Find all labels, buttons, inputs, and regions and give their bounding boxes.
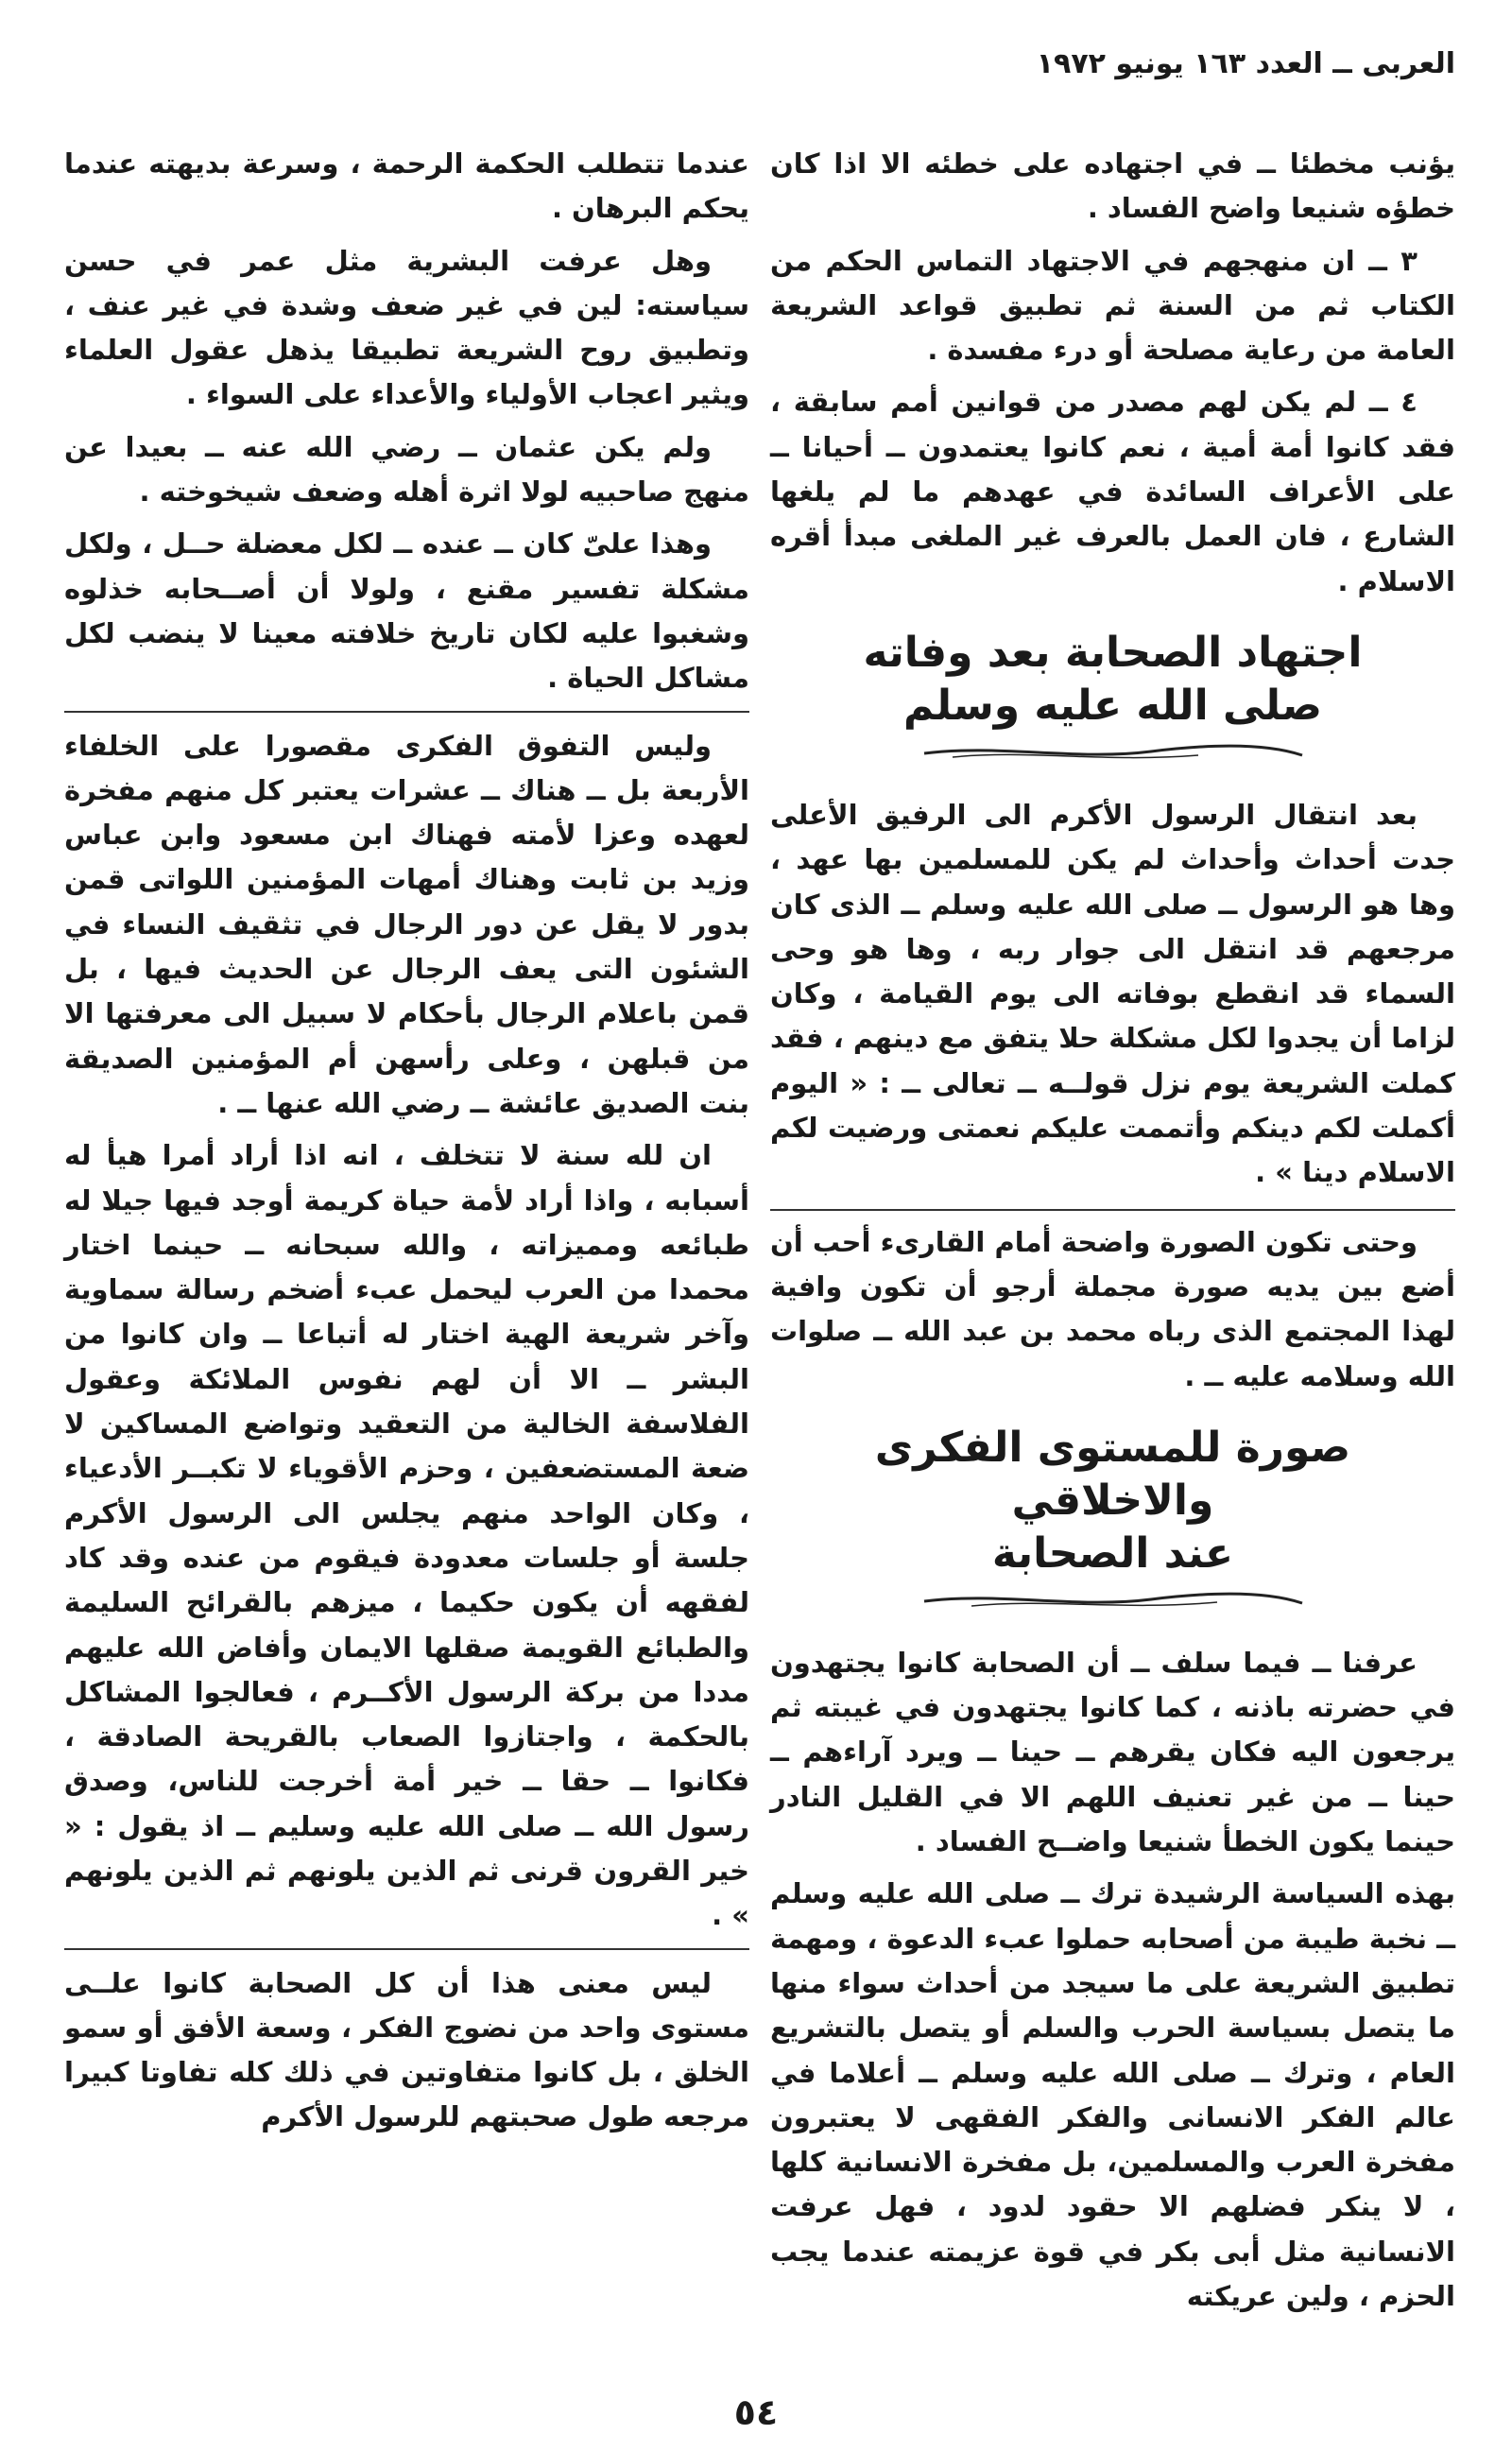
page-number: ٥٤ [733, 2392, 779, 2433]
heading-line: صورة للمستوى الفكرى والاخلاقي [874, 1423, 1351, 1525]
section-heading-intellectual-level [770, 1422, 1455, 1580]
heading-line: اجتهاد الصحابة بعد وفاته [863, 628, 1363, 677]
paragraph: بهذه السياسة الرشيدة ترك ــ صلى الله عليه وسلم ــ نخبة طيبة من أصحابه حملوا عبء الدعوة ، ومهمة تطبيق الشريعة على ما سيجد من أحداث سواء منها ما يتصل بسياسة الحرب والسلم أو يتصل بالتشريع العام ، وترك ــ صلى الله عليه وسلم ــ أعلاما في عالم الفكر الانسانى والفكر الفقهى لا يعتبرون مفخرة العرب والمسلمين، بل مفخرة الانسانية كلها ، لا ينكر فضلهم الا حقود لدود ، فهل عرفت الانسانية مثل أبى بكر في قوة عزيمته عندما يجب الحزم ، ولين عريكته [770, 1877, 1455, 2312]
paragraph: عندما تتطلب الحكمة الرحمة ، وسرعة بديهته عندما يحكم البرهان . [64, 147, 749, 225]
paragraph: ليس معنى هذا أن كل الصحابة كانوا علــى مستوى واحد من نضوج الفكر ، وسعة الأفق أو سمو الخلق ، بل كانوا متفاوتين في ذلك كله تفاوتا كبيرا مرجعه طول صحبتهم للرسول الأكرم [64, 1966, 749, 2133]
paragraph: وهل عرفت البشرية مثل عمر في حسن سياسته: لين في غير ضعف وشدة في غير عنف ، وتطبيق روح الشريعة تطبيقا يذهل عقول العلماء ويثير اعجاب الأولياء والأعداء على السواء . [64, 244, 749, 411]
right-column [770, 142, 1455, 2319]
paragraph: ٣ ــ ان منهجهم في الاجتهاد التماس الحكم من الكتاب ثم من السنة ثم تطبيق قواعد الشريعة العامة من رعاية مصلحة أو درء مفسدة . [770, 244, 1455, 367]
paragraph: يؤنب مخطئا ــ في اجتهاده على خطئه الا اذا كان خطؤه شنيعا واضح الفساد . [770, 147, 1455, 225]
paragraph: وهذا علىّ كان ــ عنده ــ لكل معضلة حــل ، ولكل مشكلة تفسير مقنع ، ولولا أن أصــحابه خذلوه وشغبوا عليه لكان تاريخ خلافته معينا لا ينضب لكل مشاكل الحياة . [64, 527, 749, 695]
heading-swash-ornament [915, 740, 1312, 765]
left-column [64, 142, 749, 2140]
paragraph: عرفنا ــ فيما سلف ــ أن الصحابة كانوا يجتهدون في حضرته باذنه ، كما كانوا يجتهدون في غيبته ثم يرجعون اليه فكان يقرهم ــ حينا ــ ويرد آراءهم ــ حينا ــ من غير تعنيف اللهم الا في القليل النادر حينما يكون الخطأ شنيعا واضــح الفساد . [770, 1646, 1455, 1858]
heading-swash-ornament [915, 1588, 1312, 1613]
heading-line: صلى الله عليه وسلم [903, 681, 1322, 730]
paragraph: وليس التفوق الفكرى مقصورا على الخلفاء الأربعة بل ــ هناك ــ عشرات يعتبر كل منهم مفخرة لعهده وعزا لأمته فهناك ابن مسعود وابن عباس وزيد بن ثابت وهناك أمهات المؤمنين اللواتى قمن بدور لا يقل عن دور الرجال في تثقيف النساء في الشئون التى يعف الرجال عن الحديث فيها ، بل قمن باعلام الرجال بأحكام لا سبيل الى معرفتها الا من قبلهن ، وعلى رأسهن أم المؤمنين الصديقة بنت الصديق عائشة ــ رضي الله عنها ــ . [64, 729, 749, 1119]
paragraph: ولم يكن عثمان ــ رضي الله عنه ــ بعيدا عن منهج صاحبيه لولا اثرة أهله وضعف شيخوخته . [64, 430, 749, 509]
paragraph-divider [64, 1948, 749, 1950]
paragraph: بعد انتقال الرسول الأكرم الى الرفيق الأعلى جدت أحداث وأحداث لم يكن للمسلمين بها عهد ، وها هو الرسول ــ صلى الله عليه وسلم ــ الذى كان مرجعهم قد انتقل الى جوار ربه ، وها هو وحى السماء قد انقطع بوفاته الى يوم القيامة ، وكان لزاما أن يجدوا لكل مشكلة حلا يتفق مع دينهم ، فقد كملت الشريعة يوم نزل قولــه ــ تعالى ــ : « اليوم أكملت لكم دينكم وأتممت عليكم نعمتى ورضيت لكم الاسلام دينا » . [770, 798, 1455, 1189]
running-head: العربى ــ العدد ١٦٣ يونيو ١٩٧٢ [1036, 47, 1455, 80]
paragraph-divider [64, 711, 749, 713]
paragraph: ٤ ــ لم يكن لهم مصدر من قوانين أمم سابقة ، فقد كانوا أمة أمية ، نعم كانوا يعتمدون ــ أحيانا ــ على الأعراف السائدة في عهدهم ما لم يلغها الشارع ، فان العمل بالعرف غير الملغى مبدأ أقره الاسلام . [770, 386, 1455, 597]
section-heading-ijtihad [770, 627, 1455, 733]
heading-line: عند الصحابة [991, 1528, 1234, 1578]
paragraph-divider [770, 1209, 1455, 1211]
paragraph: ان لله سنة لا تتخلف ، انه اذا أراد أمرا هيأ له أسبابه ، واذا أراد لأمة حياة كريمة أوجد فيها جيلا له طبائعه ومميزاته ، والله سبحانه ــ حينما اختار محمدا من العرب ليحمل عبء أضخم رسالة سماوية وآخر شريعة الهية اختار له أتباعا ــ وان كانوا من البشر ــ الا أن لهم نفوس الملائكة وعقول الفلاسفة الخالية من التعقيد وتواضع المساكين لا ضعة المستضعفين ، وحزم الأقوياء لا تكبــر الأدعياء ، وكان الواحد منهم يجلس الى الرسول الأكرم جلسة أو جلسات معدودة فيقوم من عنده وقد كاد لفقهه أن يكون حكيما ، ميزهم بالقرائح السليمة والطبائع القويمة صقلها الايمان وأفاض الله عليهم مددا من بركة الرسول الأكــرم ، فعالجوا المشاكل بالحكمة ، واجتازوا الصعاب بالقريحة الصادقة ، فكانوا ــ حقا ــ خير أمة أخرجت للناس، وصدق رسول الله ــ صلى الله عليه وسليم ــ اذ يقول : « خير القرون قرنى ثم الذين يلونهم ثم الذين يلونهم » . [64, 1139, 749, 1932]
paragraph: وحتى تكون الصورة واضحة أمام القارىء أحب أن أضع بين يديه صورة مجملة أرجو أن تكون وافية لهذا المجتمع الذى رباه محمد بن عبد الله ــ صلوات الله وسلامه عليه ــ . [770, 1225, 1455, 1392]
